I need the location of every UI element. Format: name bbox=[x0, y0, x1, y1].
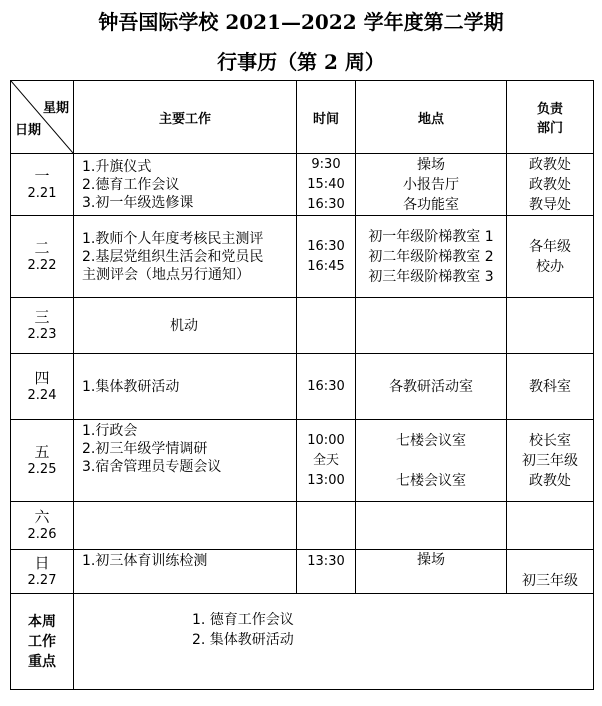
place-cell bbox=[356, 550, 507, 594]
day-cell bbox=[11, 420, 74, 502]
corner-week-label: 星期 bbox=[42, 101, 69, 116]
time-cell bbox=[297, 420, 356, 502]
work-item: 1.行政会 bbox=[82, 423, 138, 439]
dept-cell bbox=[507, 216, 594, 298]
place-cell bbox=[356, 298, 507, 354]
dept-value: 初三年级 bbox=[522, 452, 578, 469]
date: 2.27 bbox=[27, 572, 57, 588]
focus-label-line: 重点 bbox=[28, 653, 56, 670]
dept-value: 政教处 bbox=[529, 176, 571, 193]
place-cell bbox=[356, 502, 507, 550]
time-value: 16:30 bbox=[307, 196, 345, 212]
work-cell bbox=[74, 298, 297, 354]
day-cell bbox=[11, 216, 74, 298]
header-dept bbox=[507, 81, 594, 154]
table-row bbox=[11, 420, 594, 502]
dept-cell bbox=[507, 298, 594, 354]
date: 2.24 bbox=[27, 387, 57, 403]
work-cell bbox=[74, 420, 297, 502]
time-value: 10:00 bbox=[307, 432, 345, 448]
corner-date-label: 日期 bbox=[15, 123, 42, 138]
place-cell bbox=[356, 420, 507, 502]
place-cell bbox=[356, 216, 507, 298]
header-place: 地点 bbox=[356, 81, 507, 154]
day-cell bbox=[11, 550, 74, 594]
focus-label-line: 本周 bbox=[28, 613, 56, 630]
place-value: 各功能室 bbox=[403, 196, 459, 213]
place-value: 七楼会议室 bbox=[396, 432, 466, 449]
dept-cell bbox=[507, 420, 594, 502]
time-value: 16:30 bbox=[307, 238, 345, 254]
header-dept-line2: 部门 bbox=[536, 121, 563, 136]
work-cell bbox=[74, 354, 297, 420]
focus-item: 1. 德育工作会议 bbox=[192, 612, 294, 628]
table-row bbox=[11, 298, 594, 354]
work-cell bbox=[74, 550, 297, 594]
place-value: 小报告厅 bbox=[403, 176, 459, 193]
time-value: 13:30 bbox=[307, 554, 345, 569]
dept-value: 初三年级 bbox=[522, 573, 578, 589]
weekday: 二 bbox=[34, 238, 50, 257]
time-value: 9:30 bbox=[311, 156, 341, 172]
focus-content-cell bbox=[74, 594, 594, 690]
weekday: 五 bbox=[34, 442, 50, 461]
weekday: 三 bbox=[34, 307, 50, 326]
focus-label-cell bbox=[11, 594, 74, 690]
schedule-table bbox=[10, 80, 594, 690]
dept-cell bbox=[507, 550, 594, 594]
work-item: 1.教师个人年度考核民主测评 bbox=[82, 230, 264, 247]
place-value: 七楼会议室 bbox=[396, 472, 466, 489]
dept-value: 教科室 bbox=[529, 378, 571, 395]
day-cell bbox=[11, 354, 74, 420]
place-value: 初二年级阶梯教室 2 bbox=[368, 248, 494, 265]
work-item: 1.升旗仪式 bbox=[82, 158, 152, 175]
place-value: 操场 bbox=[417, 156, 445, 173]
work-item: 1.集体教研活动 bbox=[82, 378, 180, 395]
time-cell bbox=[297, 354, 356, 420]
page-title: 钟吾国际学校 2021—2022 学年度第二学期 bbox=[98, 10, 504, 34]
work-item: 机动 bbox=[170, 317, 198, 334]
dept-value: 政教处 bbox=[529, 156, 571, 173]
place-value: 操场 bbox=[417, 552, 445, 568]
focus-row bbox=[11, 594, 594, 690]
place-value: 各教研活动室 bbox=[389, 378, 473, 395]
weekday: 四 bbox=[34, 368, 50, 387]
time-cell bbox=[297, 298, 356, 354]
date: 2.23 bbox=[27, 326, 57, 342]
work-cell bbox=[74, 154, 297, 216]
day-cell bbox=[11, 298, 74, 354]
header-time: 时间 bbox=[297, 81, 356, 154]
table-row bbox=[11, 354, 594, 420]
time-value: 15:40 bbox=[307, 176, 345, 192]
table-row bbox=[11, 154, 594, 216]
place-cell bbox=[356, 154, 507, 216]
place-value: 初三年级阶梯教室 3 bbox=[368, 268, 494, 285]
work-item: 1.初三体育训练检测 bbox=[82, 553, 208, 569]
time-cell bbox=[297, 502, 356, 550]
focus-label-line: 工作 bbox=[28, 633, 56, 650]
dept-cell bbox=[507, 502, 594, 550]
dept-value: 校办 bbox=[536, 258, 564, 275]
day-cell bbox=[11, 502, 74, 550]
time-cell bbox=[297, 154, 356, 216]
work-item: 3.宿舍管理员专题会议 bbox=[82, 459, 222, 475]
date: 2.21 bbox=[27, 185, 57, 201]
date: 2.22 bbox=[27, 257, 57, 273]
time-value: 13:00 bbox=[307, 472, 345, 488]
work-cell bbox=[74, 216, 297, 298]
weekday: 六 bbox=[34, 507, 50, 526]
table-row bbox=[11, 216, 594, 298]
date: 2.26 bbox=[27, 526, 57, 542]
dept-cell bbox=[507, 154, 594, 216]
time-value: 16:45 bbox=[307, 258, 345, 274]
weekday: 日 bbox=[34, 553, 50, 572]
time-cell bbox=[297, 216, 356, 298]
diagonal-line bbox=[11, 81, 73, 153]
time-value: 16:30 bbox=[307, 378, 345, 394]
day-cell bbox=[11, 154, 74, 216]
table-row bbox=[11, 502, 594, 550]
dept-value: 政教处 bbox=[529, 472, 571, 489]
page-subtitle: 行事历（第 2 周） bbox=[217, 50, 385, 74]
work-item: 3.初一年级选修课 bbox=[82, 194, 194, 211]
work-cell bbox=[74, 502, 297, 550]
weekday: 一 bbox=[34, 166, 50, 185]
dept-value: 校长室 bbox=[529, 432, 571, 449]
place-value bbox=[356, 451, 506, 471]
work-item: 2.德育工作会议 bbox=[82, 176, 180, 193]
work-item: 2.基层党组织生活会和党员民 bbox=[82, 248, 264, 265]
date: 2.25 bbox=[27, 461, 57, 477]
dept-value: 教导处 bbox=[529, 196, 571, 213]
time-value: 全天 bbox=[312, 452, 339, 468]
dept-cell bbox=[507, 354, 594, 420]
time-cell bbox=[297, 550, 356, 594]
place-cell bbox=[356, 354, 507, 420]
corner-header bbox=[11, 81, 74, 154]
place-value: 初一年级阶梯教室 1 bbox=[368, 228, 494, 245]
focus-item: 2. 集体教研活动 bbox=[192, 632, 294, 648]
header-work: 主要工作 bbox=[74, 81, 297, 154]
table-header-row bbox=[11, 81, 594, 154]
dept-value: 各年级 bbox=[529, 238, 571, 255]
work-item: 2.初三年级学情调研 bbox=[82, 441, 208, 457]
work-item: 主测评会（地点另行通知） bbox=[82, 266, 250, 283]
table-row bbox=[11, 550, 594, 594]
header-dept-line1: 负责 bbox=[536, 102, 563, 117]
